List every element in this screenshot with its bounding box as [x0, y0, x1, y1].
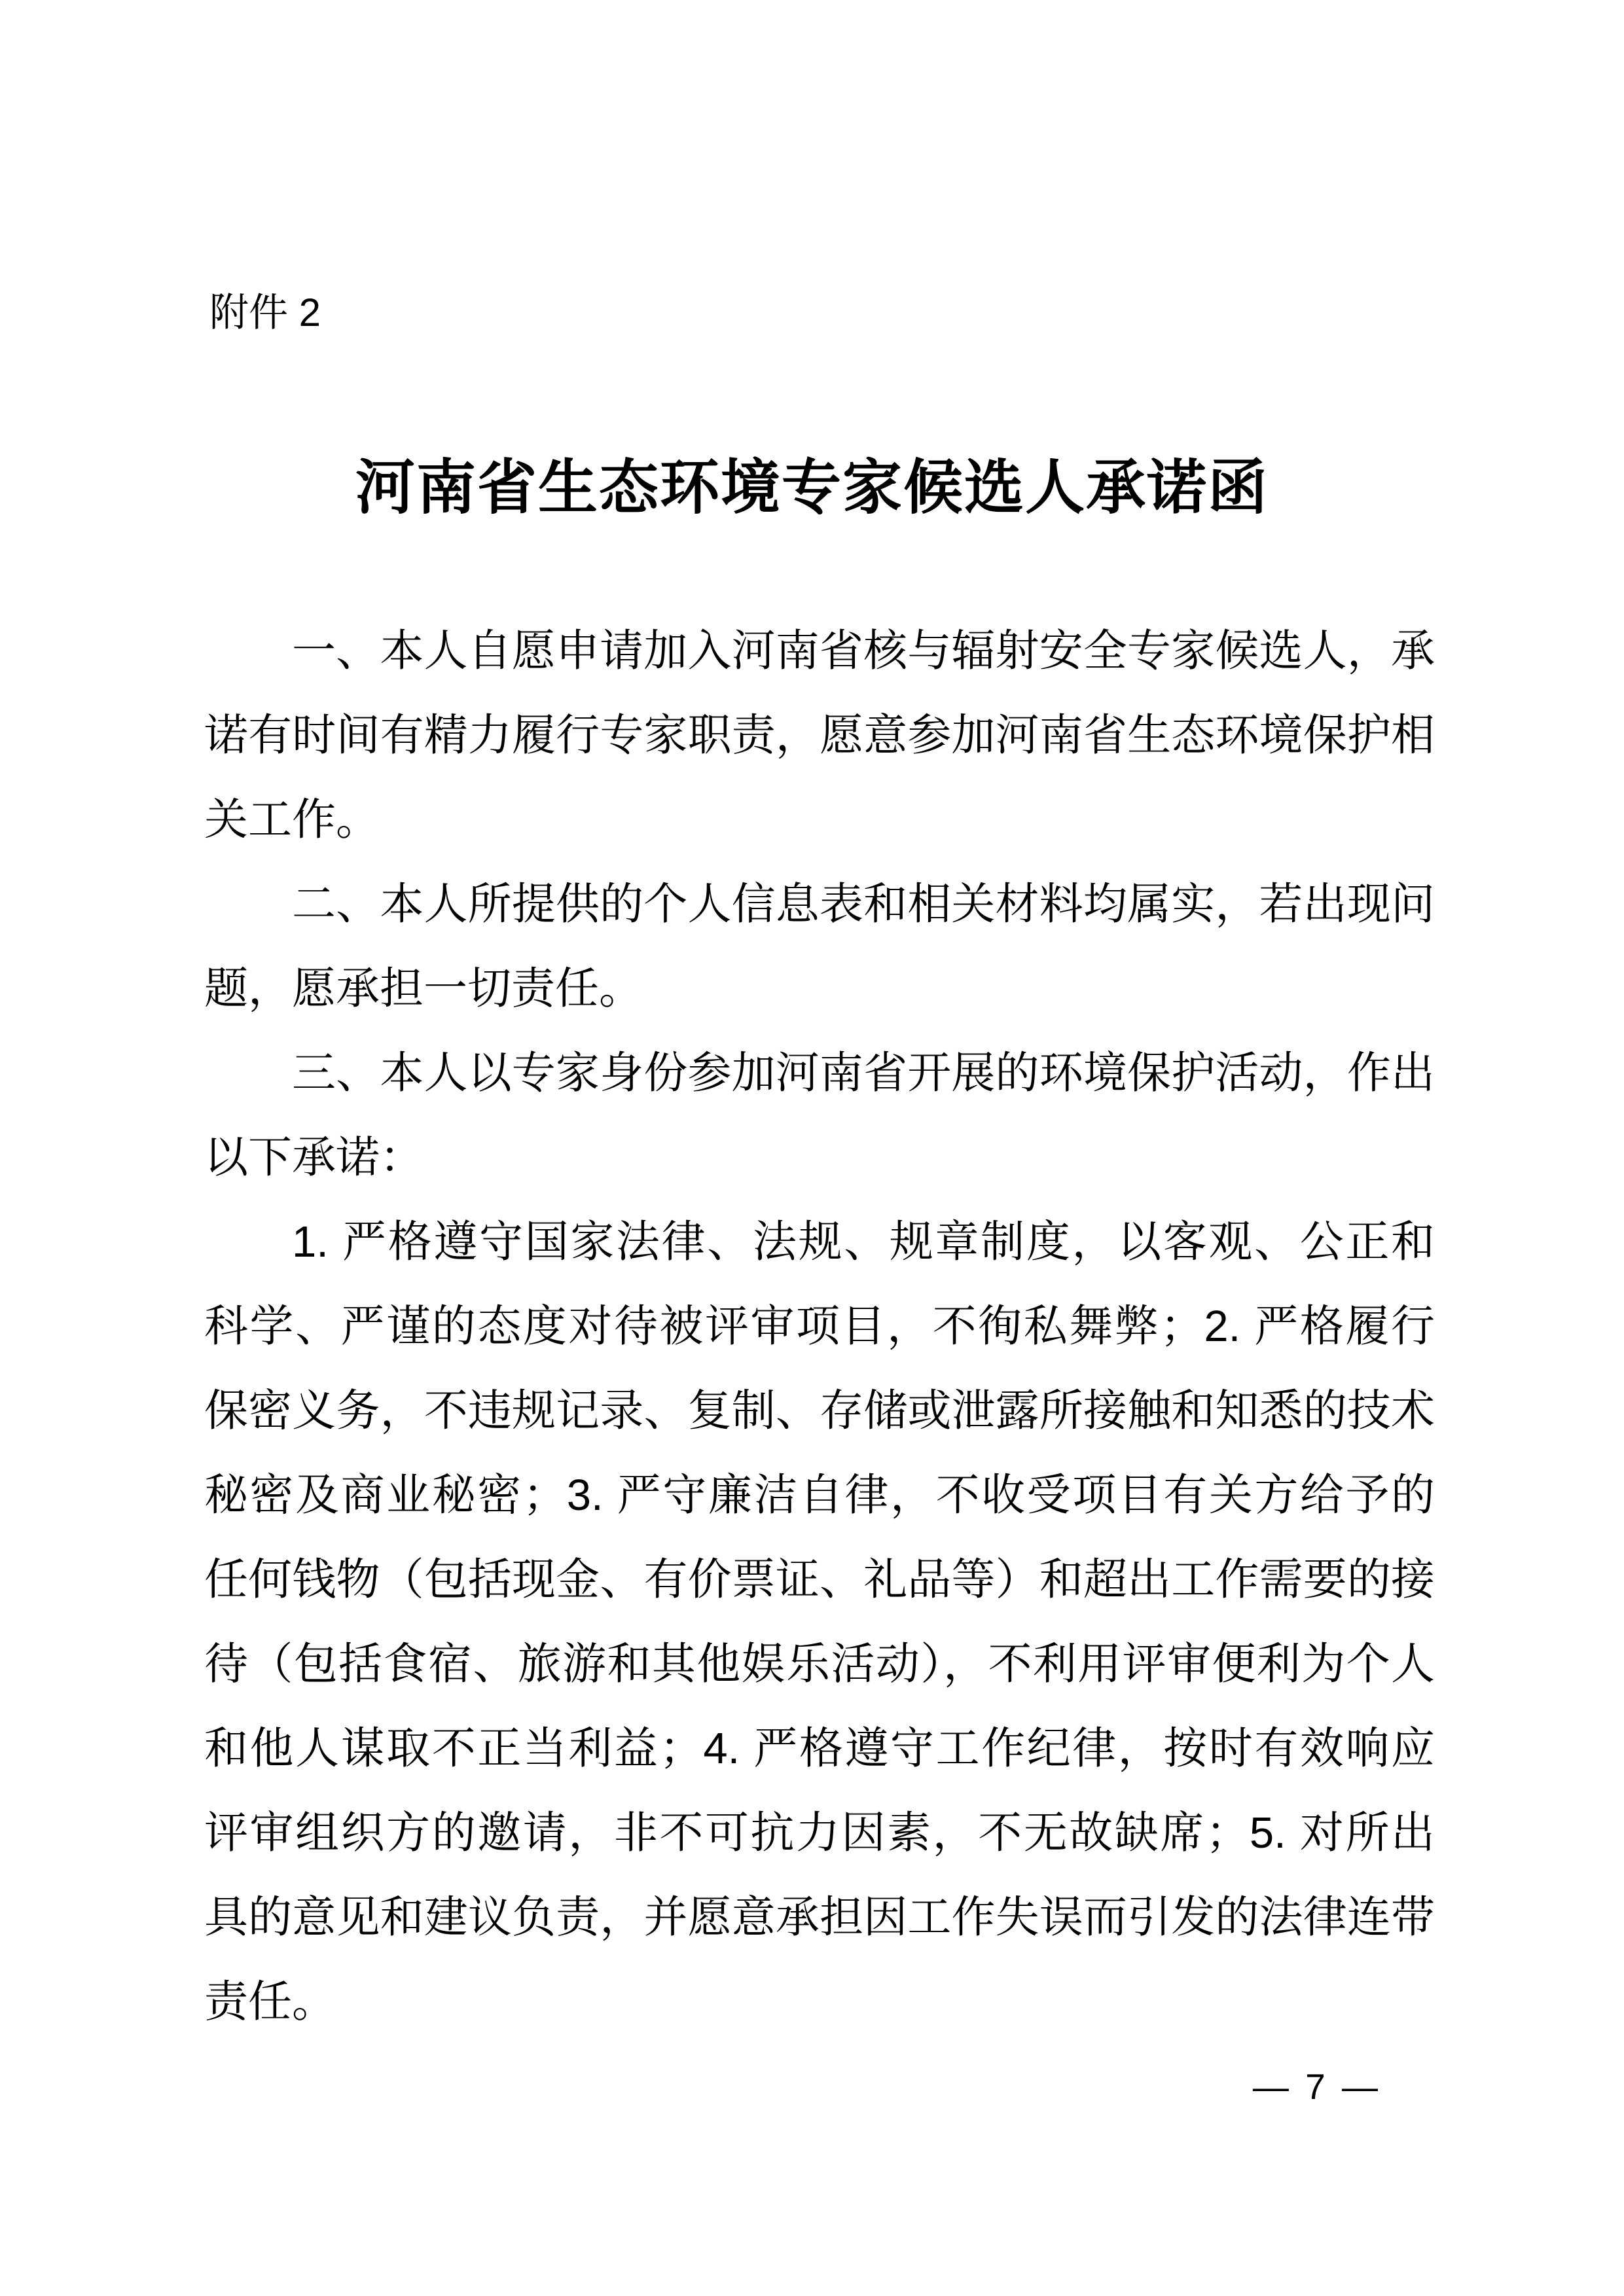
paragraph: 二、本人所提供的个人信息表和相关材料均属实，若出现问题，愿承担一切责任。 [204, 880, 1435, 1013]
paragraph: 1. 严格遵守国家法律、法规、规章制度，以客观、公正和科学、严谨的态度对待被评审项目，不徇私舞弊；2. 严格履行保密义务，不违规记录、复制、存储或泄露所接触和知悉的技术秘密及商业秘密；3. 严守廉洁自律，不收受项目有关方给予的任何钱物（包括现金、有价票证、礼品等）和超出工作需要的接待（包括食宿、旅游和其他娱乐活动），不利用评审便利为个人和他人谋取不正当利益；4. 严格遵守工作纪律，按时有效响应评审组织方的邀请，非不可抗力因素，不无故缺席；5. 对所出具的意见和建议负责，并愿意承担因工作失误而引发的法律连带责任。 [204, 1217, 1435, 2026]
paragraph: 三、本人以专家身份参加河南省开展的环境保护活动，作出以下承诺： [204, 1049, 1435, 1182]
document-body [204, 609, 1435, 2044]
document-title: 河南省生态环境专家候选人承诺函 [355, 455, 1269, 521]
page-number: — 7 — [1252, 2066, 1381, 2107]
paragraph: 一、本人自愿申请加入河南省核与辐射安全专家候选人，承诺有时间有精力履行专家职责，愿意参加河南省生态环境保护相关工作。 [204, 626, 1435, 844]
attachment-label: 附件 2 [209, 291, 321, 334]
